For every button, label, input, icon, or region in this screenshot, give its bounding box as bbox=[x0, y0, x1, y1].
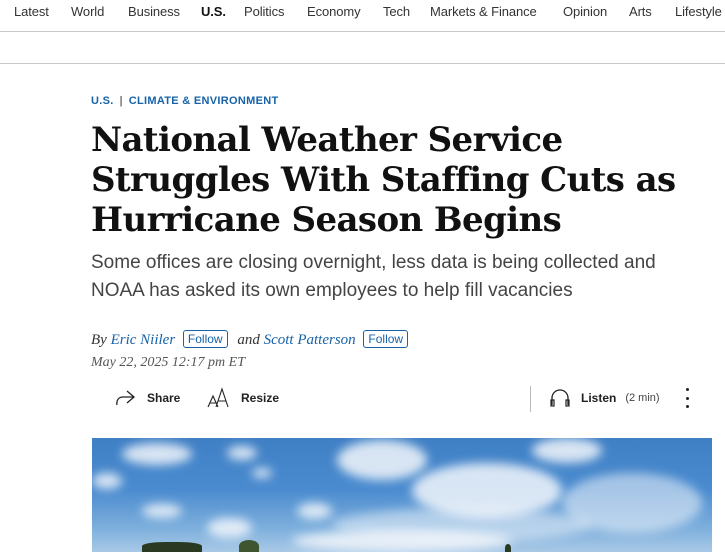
timestamp: May 22, 2025 12:17 pm ET bbox=[91, 355, 245, 370]
resize-button[interactable] bbox=[207, 380, 279, 416]
nav-item-lifestyle[interactable]: Lifestyle bbox=[675, 4, 722, 19]
nav-item-politics[interactable]: Politics bbox=[244, 4, 285, 19]
follow-button-scott-patterson[interactable]: Follow bbox=[363, 330, 408, 348]
byline-conjunction: and bbox=[237, 332, 260, 348]
article-flags bbox=[91, 95, 278, 107]
sub-navigation-bar bbox=[0, 32, 725, 64]
author-link-scott-patterson[interactable]: Scott Patterson bbox=[263, 332, 356, 348]
byline bbox=[91, 330, 414, 349]
nav-item-latest[interactable]: Latest bbox=[14, 4, 49, 19]
toolbar-divider bbox=[530, 386, 531, 412]
section-nav bbox=[0, 0, 725, 32]
flag-us[interactable]: U.S. bbox=[91, 95, 114, 107]
resize-label: Resize bbox=[241, 391, 280, 405]
flag-separator: | bbox=[119, 95, 123, 107]
article-toolbar bbox=[91, 380, 711, 416]
headline: National Weather Service Struggles With Staffing Cuts as Hurricane Season Begins bbox=[91, 120, 676, 240]
listen-label: Listen bbox=[581, 391, 617, 405]
hero-image[interactable] bbox=[92, 438, 712, 552]
author-link-eric-niiler[interactable]: Eric Niiler bbox=[110, 332, 176, 348]
share-icon bbox=[113, 388, 137, 408]
share-label: Share bbox=[147, 391, 181, 405]
vertical-ellipsis-icon bbox=[686, 388, 689, 391]
nav-item-opinion[interactable]: Opinion bbox=[563, 4, 608, 19]
share-button[interactable] bbox=[113, 380, 180, 416]
nav-item-tech[interactable]: Tech bbox=[383, 4, 411, 19]
more-options-button[interactable] bbox=[681, 386, 693, 410]
article-dek: Some offices are closing overnight, less data is being collected and NOAA has asked its own employees to help fill vacancies bbox=[91, 252, 656, 301]
ellipsis-dot bbox=[686, 397, 689, 400]
headphones-icon bbox=[549, 388, 571, 408]
nav-item-world[interactable]: World bbox=[71, 4, 105, 19]
byline-prefix: By bbox=[91, 332, 107, 348]
nav-item-arts[interactable]: Arts bbox=[629, 4, 652, 19]
flag-climate-environment[interactable]: CLIMATE & ENVIRONMENT bbox=[128, 95, 279, 107]
nav-item-u-s[interactable]: U.S. bbox=[201, 4, 226, 19]
nav-item-business[interactable]: Business bbox=[128, 4, 180, 19]
ellipsis-dot bbox=[686, 405, 689, 408]
follow-button-eric-niiler[interactable]: Follow bbox=[183, 330, 228, 348]
listen-button[interactable] bbox=[549, 380, 660, 416]
listen-duration: (2 min) bbox=[625, 392, 660, 404]
nav-item-economy[interactable]: Economy bbox=[307, 4, 361, 19]
resize-text-icon bbox=[207, 387, 231, 409]
nav-item-markets-finance[interactable]: Markets & Finance bbox=[430, 4, 537, 19]
